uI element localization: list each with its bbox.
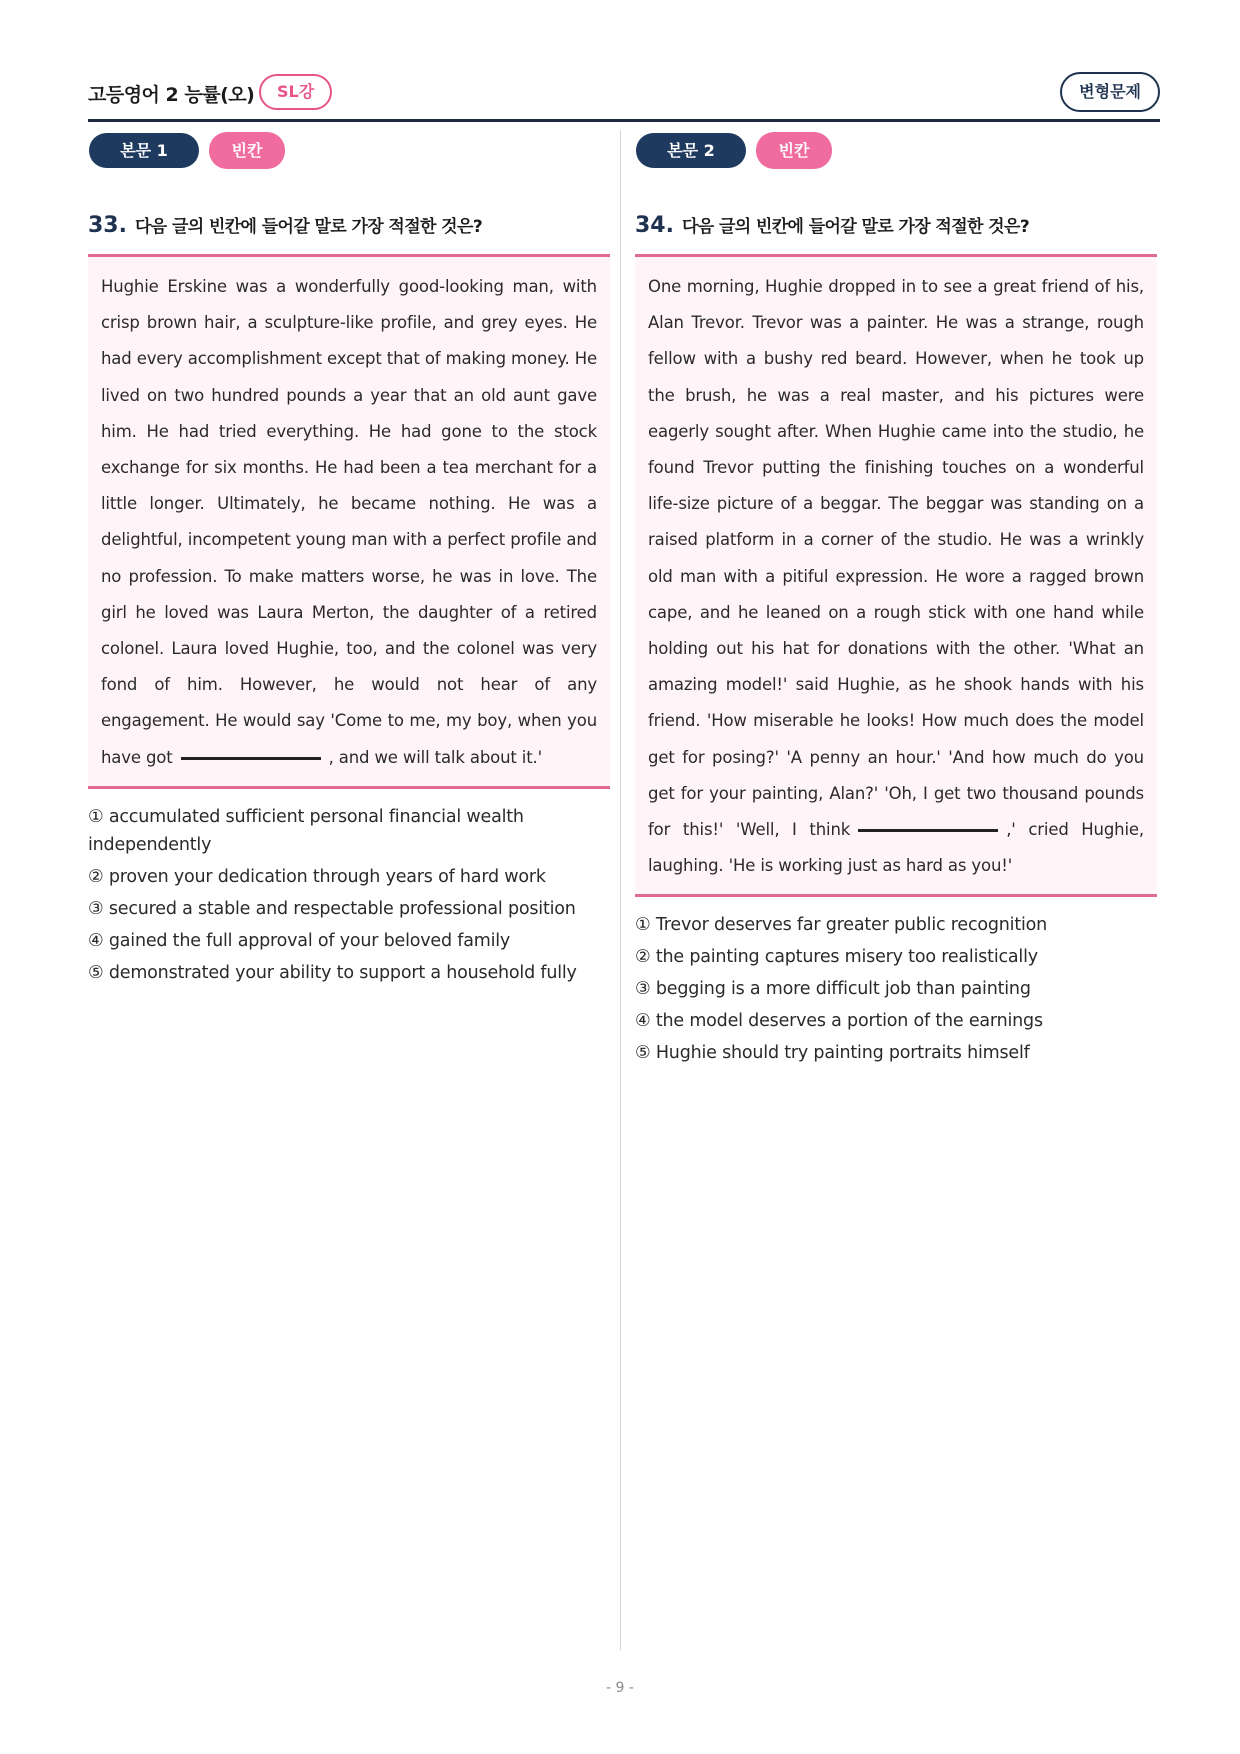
header-title: 고등영어 2 능률(오) (88, 84, 255, 106)
question-text: 다음 글의 빈칸에 들어갈 말로 가장 적절한 것은? (134, 217, 483, 237)
choice-3[interactable]: ③ begging is a more difficult job than painting (635, 979, 1031, 1000)
answer-choices (635, 911, 1157, 1067)
column-divider (620, 130, 621, 1650)
question-prompt (635, 212, 1157, 240)
question-number: 33. (88, 213, 127, 238)
question-prompt (88, 212, 610, 240)
question-type-tag: 빈칸 (756, 132, 832, 169)
question-text: 다음 글의 빈칸에 들어갈 말로 가장 적절한 것은? (681, 217, 1030, 237)
answer-choices (88, 803, 610, 987)
question-34-column (635, 132, 1157, 1071)
choice-4[interactable]: ④ gained the full approval of your beloved family (88, 930, 511, 951)
choice-3[interactable]: ③ secured a stable and respectable professional position (88, 898, 576, 919)
passage-bottom-rule (635, 894, 1157, 897)
choice-2[interactable]: ② the painting captures misery too realistically (635, 947, 1038, 968)
question-number: 34. (635, 213, 674, 238)
question-tags (635, 132, 1157, 168)
answer-blank (858, 829, 998, 832)
page-header (88, 70, 1160, 122)
question-tags (88, 132, 610, 168)
choice-1[interactable]: ① accumulated sufficient personal financial wealth independently (88, 806, 524, 855)
section-label-badge: 변형문제 (1060, 72, 1160, 112)
choice-5[interactable]: ⑤ Hughie should try painting portraits himself (635, 1043, 1030, 1064)
choice-2[interactable]: ② proven your dedication through years of hard work (88, 866, 546, 887)
header-divider (88, 119, 1160, 122)
choice-1[interactable]: ① Trevor deserves far greater public recognition (635, 915, 1048, 936)
answer-blank (181, 757, 321, 760)
page-number: - 9 - (606, 1680, 634, 1696)
passage-bottom-rule (88, 786, 610, 789)
passage-text: Hughie Erskine was a wonderfully good-looking man, with crisp brown hair, a sculpture-like profile, and grey eyes. He had every accomplishment except that of making money. He lived on two hundred pounds a year that an old aunt gave him. He had tried everything. He had gone to the stock exchange for six months. He had been a tea merchant for a little longer. Ultimately, he became nothing. He was a delightful, incompetent young man with a perfect profile and no profession. To make matters worse, he was in love. The girl he loved was Laura Merton, the daughter of a retired colonel. Laura loved Hughie, too, and the colonel was very fond of him. However, he would not hear of any engagement. He would say 'Come to me, my boy, when you have got (101, 277, 597, 767)
choice-5[interactable]: ⑤ demonstrated your ability to support a household fully (88, 962, 577, 983)
passage-text: One morning, Hughie dropped in to see a great friend of his, Alan Trevor. Trevor was a painter. He was a strange, rough fellow with a bushy red beard. However, when he took up the brush, he was a real master, and his pictures were eagerly sought after. When Hughie came into the studio, he found Trevor putting the finishing touches on a wonderful life-size picture of a beggar. The beggar was standing on a raised platform in a corner of the studio. He was a wrinkly old man with a pitiful expression. He wore a ragged brown cape, and he leaned on a rough stick with one hand while holding out his hat for donations with the other. 'What an amazing model!' said Hughie, as he shook hands with his friend. 'How miserable he looks! How much does the model get for posing?' 'A penny an hour.' 'And how much do you get for your painting, Alan?' 'Oh, I get two thousand pounds for this!' 'Well, I think (648, 277, 1144, 840)
passage-text-end: ,' cried Hughie, laughing. 'He is working just as hard as you!' (648, 820, 1145, 876)
choice-4[interactable]: ④ the model deserves a portion of the earnings (635, 1011, 1043, 1032)
passage-text-end: , and we will talk about it.' (328, 747, 543, 767)
passage-box (635, 257, 1157, 894)
lesson-badge: SL강 (259, 74, 332, 110)
question-type-tag: 빈칸 (209, 132, 285, 169)
passage-tag: 본문 1 (89, 133, 199, 168)
question-33-column (88, 132, 610, 991)
passage-tag: 본문 2 (636, 133, 746, 168)
passage-box (88, 257, 610, 786)
